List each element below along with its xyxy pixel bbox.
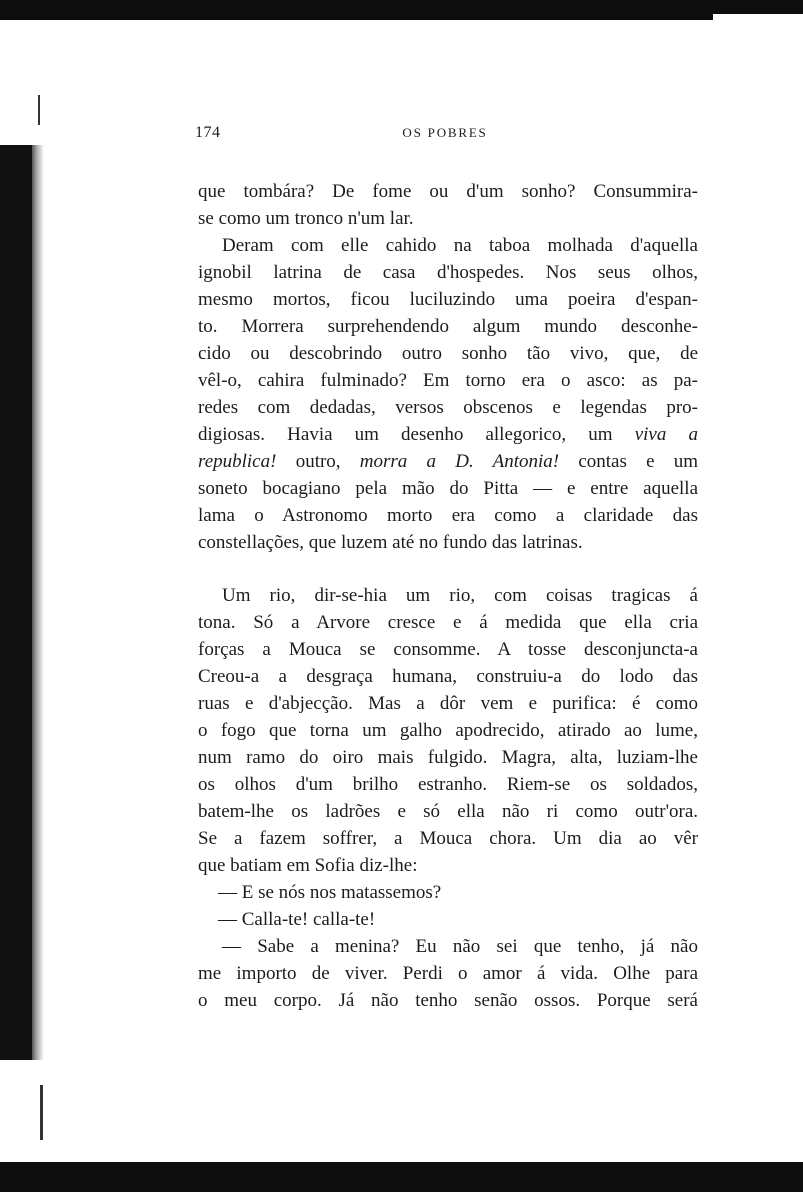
- italic-phrase: republica!: [198, 451, 277, 472]
- text-segment: outro,: [295, 451, 341, 472]
- text-line: o fogo que torna um galho apodrecido, atirado ao lume,: [198, 720, 698, 741]
- dialogue-line: — Sabe a menina? Eu não sei que tenho, já não: [222, 936, 698, 957]
- text-line: num ramo do oiro mais fulgido. Magra, alta, luziam-lhe: [198, 747, 698, 768]
- text-line: se como um tronco n'um lar.: [198, 208, 414, 229]
- text-line: forças a Mouca se consomme. A tosse desconjuncta-a: [198, 639, 698, 660]
- text-line: redes com dedadas, versos obscenos e legendas pro-: [198, 397, 698, 418]
- scan-top-border: [0, 0, 803, 20]
- italic-phrase: morra a D. Antonia!: [359, 451, 560, 472]
- text-line: cido ou descobrindo outro sonho tão vivo, que, de: [198, 343, 698, 364]
- text-line: constellações, que luzem até no fundo das latrinas.: [198, 532, 583, 553]
- text-line: me importo de viver. Perdi o amor á vida. Olhe para: [198, 963, 698, 984]
- page-header: [195, 124, 695, 144]
- text-line: soneto bocagiano pela mão do Pitta — e entre aquella: [198, 478, 698, 499]
- text-line: Deram com elle cahido na taboa molhada d'aquella: [222, 235, 698, 256]
- text-line: os olhos d'um brilho estranho. Riem-se os soldados,: [198, 774, 698, 795]
- text-line: lama o Astronomo morto era como a claridade das: [198, 505, 698, 526]
- text-line: vêl-o, cahira fulminado? Em torno era o asco: as pa-: [198, 370, 698, 391]
- paragraph-1: [198, 178, 698, 556]
- dialogue-line: — Calla-te! calla-te!: [218, 909, 376, 930]
- text-line: Se a fazem soffrer, a Mouca chora. Um dia ao vêr: [198, 828, 698, 849]
- text-line: mesmo mortos, ficou luciluzindo uma poeira d'espan-: [198, 289, 698, 310]
- text-line: ruas e d'abjecção. Mas a dôr vem e purifica: é como: [198, 693, 698, 714]
- binding-speck: [38, 95, 40, 125]
- text-line: que batiam em Sofia diz-lhe:: [198, 855, 418, 876]
- dialogue-line: — E se nós nos matassemos?: [218, 882, 442, 903]
- text-segment: digiosas. Havia um desenho allegorico, um: [198, 424, 613, 445]
- text-segment: contas e um: [578, 451, 699, 472]
- running-head: OS POBRES: [402, 125, 488, 140]
- text-line: tona. Só a Arvore cresce e á medida que ella cria: [198, 612, 698, 633]
- text-line: ignobil latrina de casa d'hospedes. Nos seus olhos,: [198, 262, 698, 283]
- page-number: 174: [195, 124, 221, 141]
- text-line: Um rio, dir-se-hia um rio, com coisas tragicas á: [222, 585, 698, 606]
- binding-speck: [40, 1085, 43, 1140]
- scan-bottom-border: [0, 1162, 803, 1192]
- text-line: [198, 448, 698, 475]
- text-line: Creou-a a desgraça humana, construiu-a do lodo das: [198, 666, 698, 687]
- text-line: o meu corpo. Já não tenho senão ossos. Porque será: [198, 990, 698, 1011]
- text-line: que tombára? De fome ou d'um sonho? Consummira-: [198, 181, 698, 202]
- book-binding-edge: [0, 145, 32, 1060]
- scan-top-border-notch: [713, 14, 803, 22]
- text-line: to. Morrera surprehendendo algum mundo desconhe-: [198, 316, 698, 337]
- text-line: batem-lhe os ladrões e só ella não ri como outr'ora.: [198, 801, 698, 822]
- paragraph-2: [198, 582, 698, 1014]
- italic-phrase: viva a: [634, 424, 698, 445]
- text-line: [198, 421, 698, 448]
